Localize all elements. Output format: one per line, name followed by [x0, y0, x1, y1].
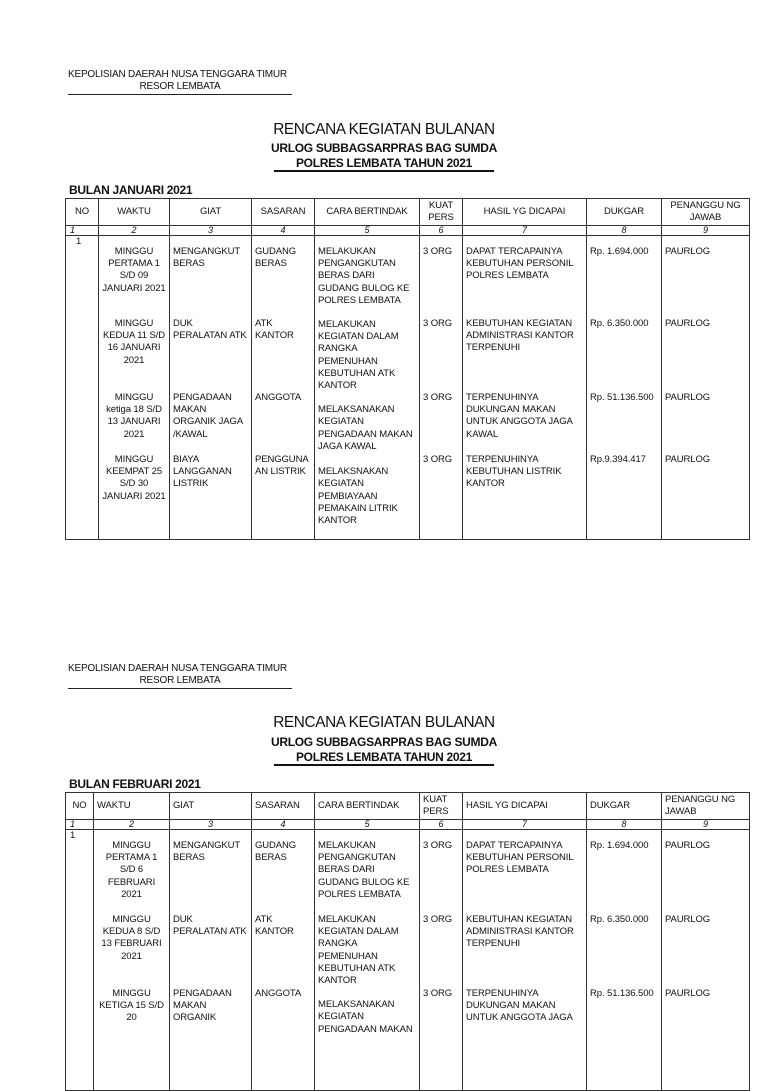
header-sasaran: SASARAN — [252, 793, 315, 820]
document-subtitle-year: POLRES LEMBATA TAHUN 2021 — [295, 156, 473, 170]
header-kuat-pers: KUAT PERS — [420, 793, 463, 820]
cara-bertindak-cell — [315, 236, 420, 540]
kuat-entry: 3 ORG — [423, 246, 453, 257]
header-hasil: HASIL YG DICAPAI — [463, 199, 587, 226]
waktu-entry: MINGGU KEDUA 11 S/D 16 JANUARI 2021 — [103, 318, 165, 366]
column-number: 6 — [420, 226, 463, 236]
row-number: 1 — [66, 236, 99, 540]
kuat-entry: 3 ORG — [423, 840, 453, 851]
giat-entry: BIAYA LANGGANAN LISTRIK — [173, 454, 232, 490]
dukgar-cell — [587, 830, 662, 1091]
hasil-entry: TERPENUHINYA DUKUNGAN MAKAN UNTUK ANGGOTA JAGA — [466, 988, 573, 1024]
cara-entry: MELAKUKAN KEGIATAN DALAM RANGKA PEMENUHAN KEBUTUHAN ATK KANTOR — [318, 914, 399, 987]
waktu-entry: MINGGU PERTAMA 1 S/D 6 FEBRUARI 2021 — [105, 840, 158, 900]
hasil-cell — [463, 830, 587, 1091]
dukgar-entry: Rp. 1.694.000 — [590, 840, 649, 851]
month-heading: BULAN JANUARI 2021 — [69, 183, 193, 197]
column-number: 3 — [170, 226, 252, 236]
header-kuat-pers: KUAT PERS — [420, 199, 463, 226]
row-number: 1 — [66, 830, 94, 1091]
kuat-pers-cell — [420, 830, 463, 1091]
column-number: 1 — [66, 820, 94, 830]
subtitle-underline — [274, 764, 494, 766]
cara-entry: MELAKSNAKAN KEGIATAN PEMBIAYAAN PEMAKAIN LITRIK KANTOR — [318, 466, 398, 527]
dukgar-entry: Rp. 51.136.500 — [590, 392, 654, 403]
column-number-row — [66, 820, 750, 830]
dukgar-cell — [587, 236, 662, 540]
header-penanggung-jawab: PENANGGU NG JAWAB — [662, 793, 750, 820]
cara-entry: MELAKSANAKAN KEGIATAN PENGADAAN MAKAN — [318, 999, 413, 1035]
column-number: 7 — [463, 820, 587, 830]
sasaran-cell — [252, 236, 315, 540]
column-number: 4 — [252, 226, 315, 236]
column-number: 3 — [170, 820, 252, 830]
hasil-entry: KEBUTUHAN KEGIATAN ADMINISTRASI KANTOR TERPENUHI — [466, 318, 574, 354]
organization-header — [68, 69, 292, 93]
document-subtitle: URLOG SUBBAGSARPRAS BAG SUMDA — [271, 141, 497, 155]
organization-unit: RESOR LEMBATA — [139, 675, 221, 686]
pj-entry: PAURLOG — [665, 246, 711, 257]
organization-underline — [68, 94, 292, 95]
organization-header — [68, 663, 292, 687]
header-giat: GIAT — [170, 199, 252, 226]
table-header-row — [66, 199, 750, 226]
header-cara-bertindak: CARA BERTINDAK — [315, 793, 420, 820]
cara-entry: MELAKSANAKAN KEGIATAN PENGADAAN MAKAN JAGA KAWAL — [318, 404, 413, 452]
waktu-cell — [94, 830, 170, 1091]
waktu-entry: MINGGU KEEMPAT 25 S/D 30 JANUARI 2021 — [102, 454, 166, 502]
giat-entry: MENGANGKUT BERAS — [173, 246, 240, 270]
cara-entry: MELAKUKAN PENGANGKUTAN BERAS DARI GUDANG BULOG KE POLRES LEMBATA — [318, 840, 410, 900]
header-dukgar: DUKGAR — [587, 199, 662, 226]
sasaran-entry: ATK KANTOR — [255, 914, 294, 938]
dukgar-entry: Rp. 6.350.000 — [590, 914, 649, 925]
table-row — [66, 236, 750, 540]
penanggung-jawab-cell — [662, 830, 750, 1091]
sasaran-entry: ATK KANTOR — [255, 318, 294, 342]
giat-cell — [170, 236, 252, 540]
kuat-pers-cell — [420, 236, 463, 540]
pj-entry: PAURLOG — [665, 454, 711, 465]
header-cara-bertindak: CARA BERTINDAK — [315, 199, 420, 226]
column-number: 6 — [420, 820, 463, 830]
giat-cell — [170, 830, 252, 1091]
pj-entry: PAURLOG — [665, 988, 711, 999]
column-number: 8 — [587, 820, 662, 830]
kuat-entry: 3 ORG — [423, 454, 453, 465]
kuat-entry: 3 ORG — [423, 392, 453, 403]
giat-entry: PENGADAAN MAKAN ORGANIK JAGA /KAWAL — [173, 392, 243, 440]
column-number: 8 — [587, 226, 662, 236]
document-title: RENCANA KEGIATAN BULANAN — [273, 714, 495, 731]
column-number: 5 — [315, 820, 420, 830]
cara-entry: MELAKUKAN KEGIATAN DALAM RANGKA PEMENUHAN KEBUTUHAN ATK KANTOR — [318, 319, 399, 392]
organization-name: KEPOLISIAN DAERAH NUSA TENGGARA TIMUR — [68, 663, 287, 674]
hasil-entry: TERPENUHINYA DUKUNGAN MAKAN UNTUK ANGGOTA JAGA KAWAL — [466, 392, 573, 440]
hasil-entry: DAPAT TERCAPAINYA KEBUTUHAN PERSONIL POLRES LEMBATA — [466, 246, 574, 282]
header-dukgar: DUKGAR — [587, 793, 662, 820]
sasaran-entry: GUDANG BERAS — [255, 840, 297, 864]
header-no: NO — [66, 199, 99, 226]
activity-table — [65, 198, 750, 540]
dukgar-entry: Rp. 1.694.000 — [590, 246, 649, 257]
organization-name: KEPOLISIAN DAERAH NUSA TENGGARA TIMUR — [68, 69, 287, 80]
header-giat: GIAT — [170, 793, 252, 820]
table-row — [66, 830, 750, 1091]
month-heading: BULAN FEBRUARI 2021 — [69, 777, 201, 791]
header-sasaran: SASARAN — [252, 199, 315, 226]
dukgar-entry: Rp. 51.136.500 — [590, 988, 654, 999]
sasaran-entry: ANGGOTA — [255, 988, 302, 999]
waktu-entry: MINGGU KETIGA 15 S/D 20 — [99, 988, 164, 1024]
giat-entry: MENGANGKUT BERAS — [173, 840, 240, 864]
document-title: RENCANA KEGIATAN BULANAN — [273, 121, 495, 138]
organization-underline — [68, 688, 292, 689]
sasaran-entry: PENGGUNA AN LISTRIK — [255, 454, 309, 478]
column-number: 2 — [94, 820, 170, 830]
subtitle-underline — [274, 170, 494, 172]
document-subtitle-year: POLRES LEMBATA TAHUN 2021 — [295, 750, 473, 764]
pj-entry: PAURLOG — [665, 318, 711, 329]
waktu-entry: MINGGU KEDUA 8 S/D 13 FEBRUARI 2021 — [101, 914, 162, 962]
header-penanggung-jawab: PENANGGU NG JAWAB — [662, 199, 750, 226]
column-number: 2 — [99, 226, 170, 236]
column-number: 7 — [463, 226, 587, 236]
giat-entry: DUK PERALATAN ATK — [173, 914, 247, 938]
hasil-entry: KEBUTUHAN KEGIATAN ADMINISTRASI KANTOR TERPENUHI — [466, 914, 574, 950]
header-waktu: WAKTU — [94, 793, 170, 820]
pj-entry: PAURLOG — [665, 914, 711, 925]
hasil-cell — [463, 236, 587, 540]
column-number-row — [66, 226, 750, 236]
column-number: 1 — [66, 226, 99, 236]
column-number: 9 — [662, 226, 750, 236]
cara-bertindak-cell — [315, 830, 420, 1091]
cara-entry: MELAKUKAN PENGANGKUTAN BERAS DARI GUDANG BULOG KE POLRES LEMBATA — [318, 246, 410, 306]
dukgar-entry: Rp. 6.350.000 — [590, 318, 649, 329]
pj-entry: PAURLOG — [665, 840, 711, 851]
pj-entry: PAURLOG — [665, 392, 711, 403]
sasaran-cell — [252, 830, 315, 1091]
hasil-entry: TERPENUHINYA KEBUTUHAN LISTRIK KANTOR — [466, 454, 562, 490]
giat-entry: PENGADAAN MAKAN ORGANIK — [173, 988, 232, 1024]
kuat-entry: 3 ORG — [423, 914, 453, 925]
header-hasil: HASIL YG DICAPAI — [463, 793, 587, 820]
waktu-cell — [99, 236, 170, 540]
header-waktu: WAKTU — [99, 199, 170, 226]
activity-table — [65, 792, 750, 1091]
dukgar-entry: Rp.9.394.417 — [590, 454, 646, 465]
column-number: 9 — [662, 820, 750, 830]
giat-entry: DUK PERALATAN ATK — [173, 318, 247, 342]
document-subtitle: URLOG SUBBAGSARPRAS BAG SUMDA — [271, 735, 497, 749]
sasaran-entry: GUDANG BERAS — [255, 246, 297, 270]
sasaran-entry: ANGGOTA — [255, 392, 302, 403]
column-number: 5 — [315, 226, 420, 236]
hasil-entry: DAPAT TERCAPAINYA KEBUTUHAN PERSONIL POLRES LEMBATA — [466, 840, 574, 876]
table-header-row — [66, 793, 750, 820]
kuat-entry: 3 ORG — [423, 318, 453, 329]
penanggung-jawab-cell — [662, 236, 750, 540]
kuat-entry: 3 ORG — [423, 988, 453, 999]
waktu-entry: MINGGU PERTAMA 1 S/D 09 JANUARI 2021 — [102, 246, 166, 294]
waktu-entry: MINGGU ketiga 18 S/D 13 JANUARI 2021 — [106, 392, 162, 440]
organization-unit: RESOR LEMBATA — [139, 81, 221, 92]
header-no: NO — [66, 793, 94, 820]
column-number: 4 — [252, 820, 315, 830]
